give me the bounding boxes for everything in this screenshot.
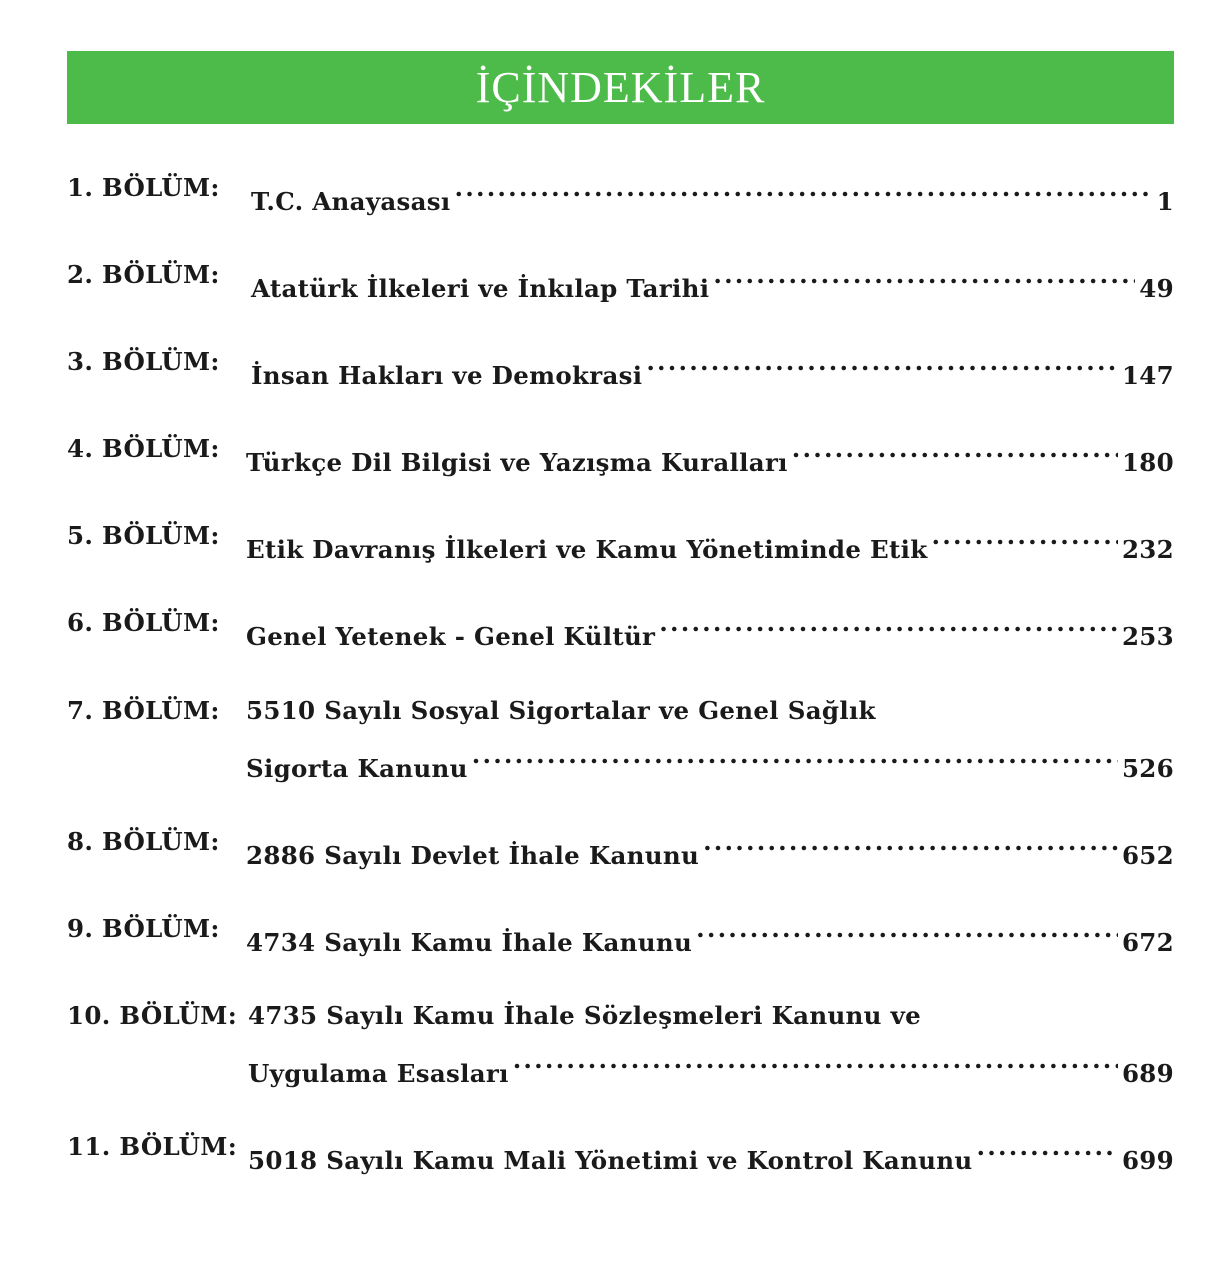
chapter-label: 9. BÖLÜM: [67,914,220,943]
chapter-label: 8. BÖLÜM: [67,827,220,856]
entry-title: Türkçe Dil Bilgisi ve Yazışma Kuralları [246,448,788,477]
page-number: 652 [1121,841,1174,870]
page-number: 1 [1156,187,1174,216]
chapter-label: 1. BÖLÜM: [67,173,220,202]
entry-title: T.C. Anayasası [251,187,451,216]
entry-title: 5510 Sayılı Sosyal Sigortalar ve Genel Sağlık [246,696,876,725]
entry-line-continued [246,733,1174,791]
toc-entry-9[interactable] [67,907,1174,957]
toc-entry-6[interactable] [67,601,1174,651]
page-number: 699 [1121,1146,1174,1175]
chapter-label: 10. BÖLÜM: [67,1001,238,1030]
toc-header [67,51,1174,124]
entry-line [251,340,1174,398]
entry-line [246,820,1174,878]
toc-entry-8[interactable] [67,820,1174,870]
entry-line [246,689,1174,733]
chapter-label: 7. BÖLÜM: [67,696,220,725]
page-number: 147 [1121,361,1174,390]
dot-leader [977,1125,1118,1169]
entry-line [246,514,1174,572]
chapter-label: 4. BÖLÜM: [67,434,220,463]
entry-title: 4735 Sayılı Kamu İhale Sözleşmeleri Kanunu ve [248,1001,922,1030]
dot-leader [646,340,1118,384]
chapter-label: 6. BÖLÜM: [67,608,220,637]
page-number: 526 [1121,754,1174,783]
entry-line [246,427,1174,485]
entry-title: 5018 Sayılı Kamu Mali Yönetimi ve Kontrol Kanunu [248,1146,973,1175]
entry-line-continued [248,1038,1174,1096]
entry-line [248,994,1174,1038]
entry-title-continued: Sigorta Kanunu [246,754,468,783]
dot-leader [703,820,1118,864]
toc-entry-4[interactable] [67,427,1174,477]
entry-line [246,907,1174,965]
page-number: 253 [1121,622,1174,651]
entry-title: Atatürk İlkeleri ve İnkılap Tarihi [251,274,710,303]
page-number: 49 [1139,274,1174,303]
chapter-label: 2. BÖLÜM: [67,260,220,289]
entry-title-continued: Uygulama Esasları [248,1059,509,1088]
page-number: 672 [1121,928,1174,957]
entry-title: 4734 Sayılı Kamu İhale Kanunu [246,928,693,957]
entry-title: Etik Davranış İlkeleri ve Kamu Yönetiminde Etik [246,535,928,564]
chapter-label: 5. BÖLÜM: [67,521,220,550]
toc-entry-11[interactable] [67,1125,1174,1175]
page-number: 180 [1121,448,1174,477]
dot-leader [713,253,1135,297]
entry-line [251,166,1174,224]
entry-line [251,253,1174,311]
dot-leader [792,427,1118,471]
dot-leader [696,907,1118,951]
dot-leader [659,601,1118,645]
entry-title: 2886 Sayılı Devlet İhale Kanunu [246,841,700,870]
page-title: İÇİNDEKİLER [475,62,766,112]
entry-title: Genel Yetenek - Genel Kültür [246,622,656,651]
dot-leader [513,1038,1118,1082]
toc-entry-5[interactable] [67,514,1174,564]
entry-line [246,601,1174,659]
toc-entry-1[interactable] [67,166,1174,216]
page-number: 689 [1121,1059,1174,1088]
entry-title: İnsan Hakları ve Demokrasi [251,361,643,390]
toc-entry-3[interactable] [67,340,1174,390]
dot-leader [455,166,1153,210]
dot-leader [472,733,1118,777]
toc-entry-10[interactable] [67,994,1174,1088]
chapter-label: 3. BÖLÜM: [67,347,220,376]
dot-leader [932,514,1118,558]
chapter-label: 11. BÖLÜM: [67,1132,238,1161]
entry-line [248,1125,1174,1183]
page-number: 232 [1121,535,1174,564]
toc-entry-2[interactable] [67,253,1174,303]
toc-entry-7[interactable] [67,689,1174,783]
